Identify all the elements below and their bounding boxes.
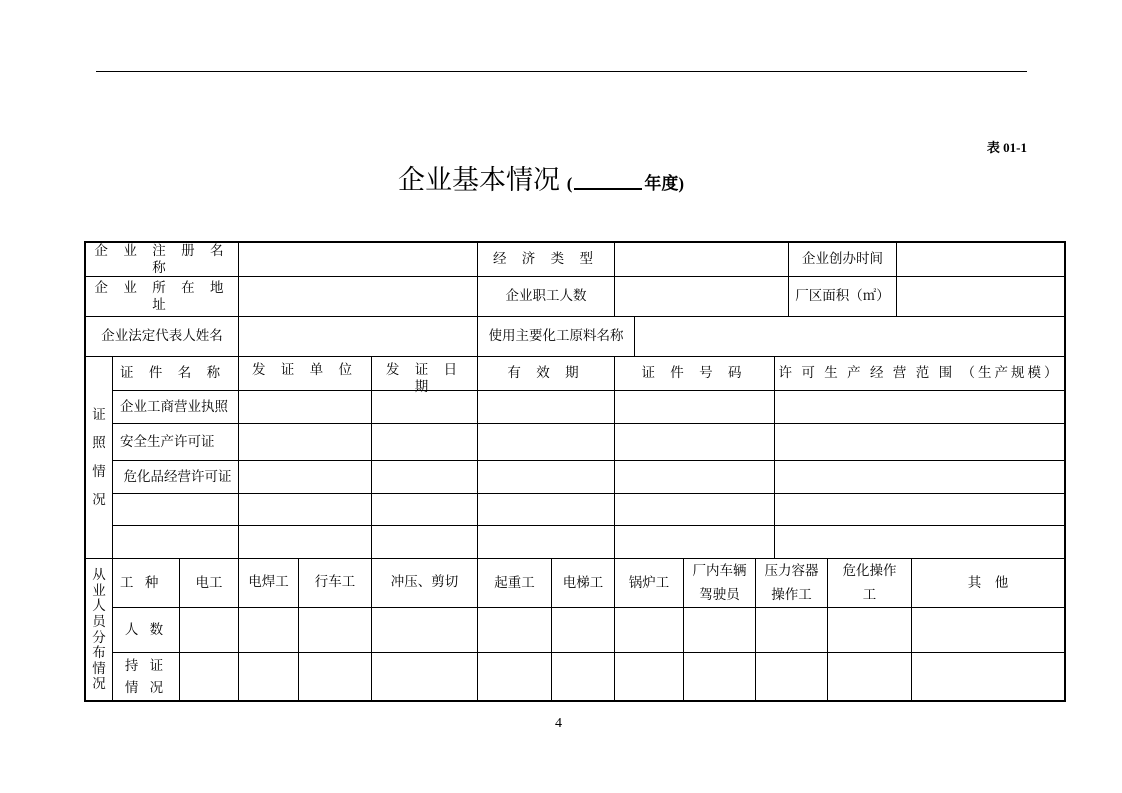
staff-type-header: 其 他 <box>912 559 1064 608</box>
staff-count-label: 人 数 <box>113 608 180 653</box>
staff-certified-cell[interactable] <box>684 653 756 700</box>
cert-number-cell[interactable] <box>615 461 775 494</box>
economic-type-label: 经 济 类 型 <box>478 243 615 277</box>
staff-type-header: 起重工 <box>478 559 552 608</box>
cert-validity-cell[interactable] <box>478 526 615 559</box>
staff-type-header: 电梯工 <box>552 559 615 608</box>
staff-type-header: 电工 <box>180 559 239 608</box>
cert-issue-date-cell[interactable] <box>372 461 478 494</box>
page-number: 4 <box>555 716 562 731</box>
staff-type-header: 厂内车辆驾驶员 <box>684 559 756 608</box>
cert-col-issue-date: 发 证 日 期 <box>372 357 478 391</box>
cert-issuer-cell[interactable] <box>239 424 372 461</box>
cert-scope-cell[interactable] <box>775 391 1064 424</box>
staff-certified-cell[interactable] <box>552 653 615 700</box>
page-title <box>398 158 684 197</box>
staff-count-cell[interactable] <box>239 608 299 653</box>
cert-col-validity: 有 效 期 <box>478 357 615 391</box>
cert-validity-cell[interactable] <box>478 391 615 424</box>
plant-area-label: 厂区面积（㎡） <box>789 277 897 317</box>
staff-certified-cell[interactable] <box>299 653 372 700</box>
staff-certified-cell[interactable] <box>372 653 478 700</box>
cert-col-name: 证 件 名 称 <box>113 357 239 391</box>
cert-issue-date-cell[interactable] <box>372 391 478 424</box>
table-number: 表 01-1 <box>986 140 1027 155</box>
staff-count-cell[interactable] <box>828 608 912 653</box>
cert-number-cell[interactable] <box>615 494 775 526</box>
staff-type-header: 压力容器操作工 <box>756 559 828 608</box>
staff-certified-label <box>113 653 180 700</box>
title-paren: ( <box>566 174 573 193</box>
cert-scope-cell[interactable] <box>775 526 1064 559</box>
cert-scope-cell[interactable] <box>775 494 1064 526</box>
cert-issuer-cell[interactable] <box>239 461 372 494</box>
staff-count-cell[interactable] <box>372 608 478 653</box>
cert-number-cell[interactable] <box>615 391 775 424</box>
cert-issue-date-cell[interactable] <box>372 526 478 559</box>
cert-issuer-cell[interactable] <box>239 526 372 559</box>
staff-certified-cell[interactable] <box>912 653 1064 700</box>
staff-count-cell[interactable] <box>478 608 552 653</box>
header-rule <box>96 71 1027 72</box>
staff-certified-cell[interactable] <box>828 653 912 700</box>
cert-issuer-cell[interactable] <box>239 391 372 424</box>
employee-count-field[interactable] <box>615 277 789 317</box>
address-field[interactable] <box>239 277 478 317</box>
staff-certified-cell[interactable] <box>239 653 299 700</box>
staff-count-cell[interactable] <box>299 608 372 653</box>
cert-issue-date-cell[interactable] <box>372 424 478 461</box>
cert-scope-cell[interactable] <box>775 424 1064 461</box>
cert-col-scope: 许 可 生 产 经 营 范 围 （生产规模） <box>775 357 1064 391</box>
cert-number-cell[interactable] <box>615 424 775 461</box>
cert-col-issuer: 发 证 单 位 <box>239 357 372 391</box>
founding-time-label: 企业创办时间 <box>789 243 897 277</box>
title-year-label: 年度) <box>644 174 685 193</box>
registered-name-label: 企 业 注 册 名 称 <box>86 243 239 277</box>
founding-time-field[interactable] <box>897 243 1064 277</box>
cert-issuer-cell[interactable] <box>239 494 372 526</box>
cert-name-cell: 企业工商营业执照 <box>113 391 239 424</box>
year-blank-field[interactable] <box>574 170 642 190</box>
staff-section-label: 从业人员分布情况 <box>86 559 113 700</box>
cert-number-cell[interactable] <box>615 526 775 559</box>
staff-count-cell[interactable] <box>684 608 756 653</box>
cert-issue-date-cell[interactable] <box>372 494 478 526</box>
cert-name-cell[interactable] <box>113 526 239 559</box>
staff-certified-label-line1: 持 证 <box>124 657 168 673</box>
certificates-section-label: 证照情况 <box>86 357 113 559</box>
address-label: 企 业 所 在 地 址 <box>86 277 239 317</box>
title-text: 企业基本情况 <box>398 165 560 195</box>
staff-count-cell[interactable] <box>615 608 684 653</box>
staff-count-cell[interactable] <box>552 608 615 653</box>
cert-name-cell[interactable] <box>113 494 239 526</box>
staff-count-cell[interactable] <box>912 608 1064 653</box>
staff-count-cell[interactable] <box>756 608 828 653</box>
staff-certified-cell[interactable] <box>615 653 684 700</box>
staff-type-header: 冲压、剪切 <box>372 559 478 608</box>
staff-certified-cell[interactable] <box>756 653 828 700</box>
legal-rep-label: 企业法定代表人姓名 <box>86 317 239 357</box>
employee-count-label: 企业职工人数 <box>478 277 615 317</box>
cert-name-cell: 危化品经营许可证 <box>113 461 239 494</box>
chemicals-label: 使用主要化工原料名称 <box>478 317 635 357</box>
plant-area-field[interactable] <box>897 277 1064 317</box>
staff-certified-cell[interactable] <box>478 653 552 700</box>
cert-scope-cell[interactable] <box>775 461 1064 494</box>
staff-type-header: 电焊工 <box>239 559 299 608</box>
staff-type-header: 行车工 <box>299 559 372 608</box>
chemicals-field[interactable] <box>635 317 1064 357</box>
staff-certified-cell[interactable] <box>180 653 239 700</box>
cert-validity-cell[interactable] <box>478 461 615 494</box>
staff-certified-label-line2: 情 况 <box>124 679 168 695</box>
enterprise-info-table <box>84 241 1066 702</box>
staff-type-label: 工 种 <box>113 559 180 608</box>
staff-count-cell[interactable] <box>180 608 239 653</box>
economic-type-field[interactable] <box>615 243 789 277</box>
cert-col-number: 证 件 号 码 <box>615 357 775 391</box>
staff-type-header: 危化操作工 <box>828 559 912 608</box>
legal-rep-field[interactable] <box>239 317 478 357</box>
cert-validity-cell[interactable] <box>478 424 615 461</box>
cert-name-cell: 安全生产许可证 <box>113 424 239 461</box>
cert-validity-cell[interactable] <box>478 494 615 526</box>
staff-type-header: 锅炉工 <box>615 559 684 608</box>
registered-name-field[interactable] <box>239 243 478 277</box>
